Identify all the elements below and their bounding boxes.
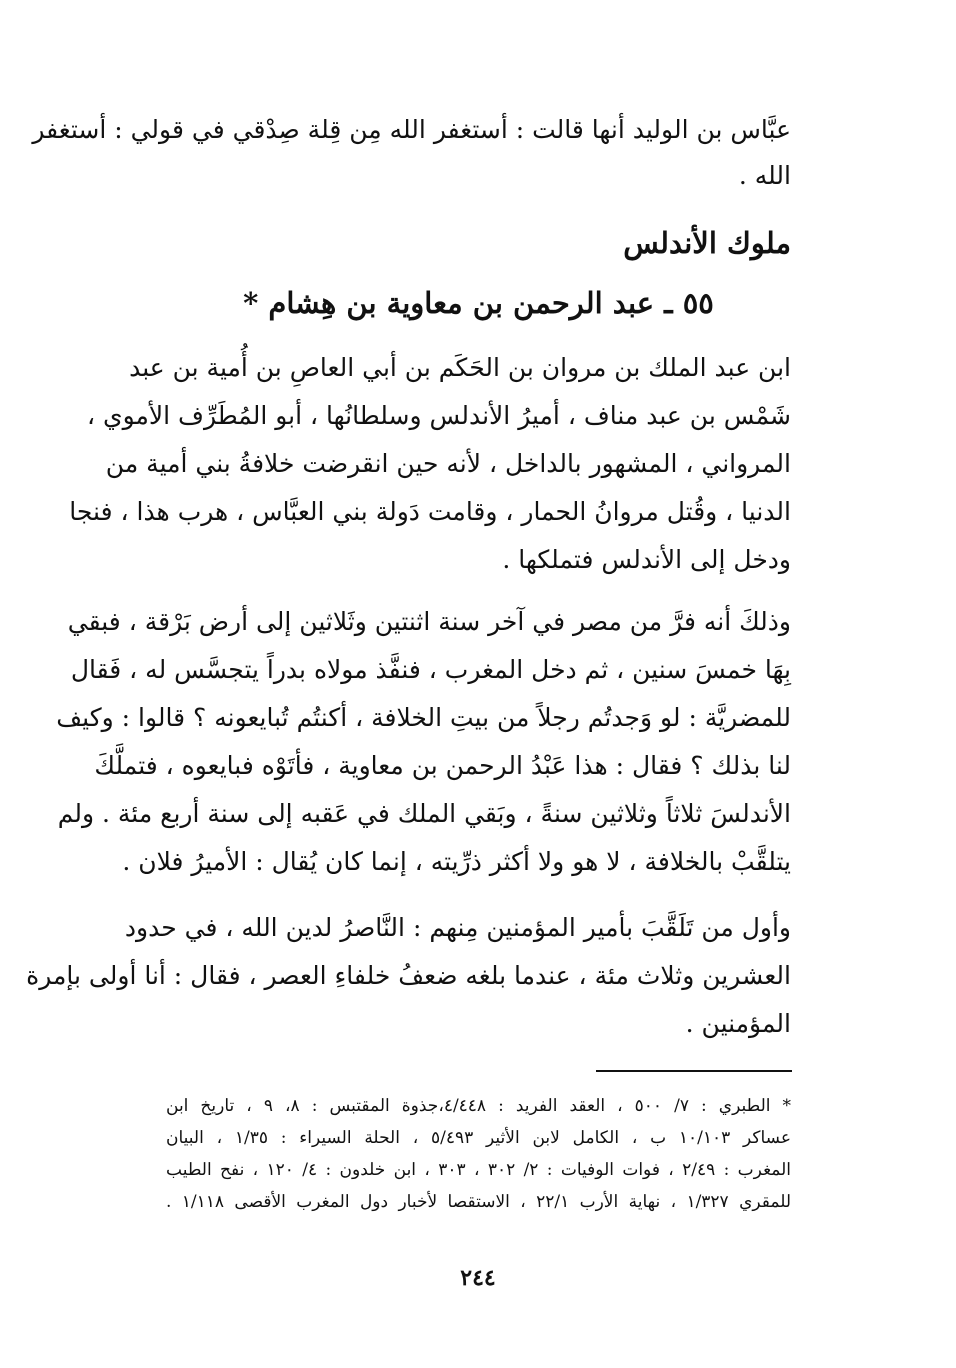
footnote-line: عساكر ١٠/١٠٣ ب ، الكامل لابن الأثير ٥/٤٩٣ ، الحلة السيراء : ١/٣٥ ، البيان [166,1128,791,1148]
paragraph-1-line: المرواني ، المشهور بالداخل ، لأنه حين انقرضت خلافةُ بني أمية من [105,449,791,478]
paragraph-2-line: وذلكَ أنه فرَّ من مصر في آخر سنة اثنتين وثَلاثين إلى أرض بَرْقة ، فبقي [67,607,791,636]
paragraph-2-line: يتلقَّبْ بالخلافة ، لا هو ولا أكثر ذرِّيته ، إنما كان يُقال : الأميرُ فلان . [122,847,791,876]
paragraph-3-line: وأول من تَلَقَّبَ بأمير المؤمنين مِنهم : النَّاصرُ لدين الله ، في حدود [124,913,791,942]
paragraph-1-line: ودخل إلى الأندلس فتملكها . [502,545,791,574]
entry-title: ٥٥ ـ عبد الرحمن بن معاوية بن هِشام * [243,286,714,320]
paragraph-2-line: الأندلسَ ثلاثاً وثلاثين سنةً ، وبَقي الملك في عَقبه إلى سنة أربع مئة . ولم [57,799,791,828]
intro-line: عبَّاس بن الوليد أنها قالت : أستغفر الله مِن قِلة صِدْقي في قولي : أستغفر [32,115,791,144]
section-heading: ملوك الأندلس [623,226,791,260]
paragraph-2-line: للمضريَّة : لو وَجدتُم رجلاً من بيتِ الخلافة ، أكنتُم تُبايعونه ؟ قالوا : وكيف [56,703,791,732]
paragraph-3-line: العشرين وثلاث مئة ، عندما بلغه ضعفُ خلفاءِ العصر ، فقال : أنا أولى بإمرة [26,961,791,990]
paragraph-3-line: المؤمنين . [685,1009,791,1038]
page-number: ٢٤٤ [460,1265,496,1291]
footnote-line: للمقري ١/٣٢٧ ، نهاية الأرب ٢٢/١ ، الاستقصا لأخبار دول المغرب الأقصى ١/١١٨ . [166,1192,791,1212]
paragraph-2-line: بِهَا خمسَ سنين ، ثم دخل المغرب ، فنفَّذ مولاه بدراً يتجسَّس له ، فَقال [70,655,791,684]
footnote-line: * الطبري : ٧/ ٥٠٠ ، العقد الفريد : ٤/٤٤٨،جذوة المقتبس : ٨، ٩ ، تاريخ ابن [166,1096,792,1116]
paragraph-1-line: الدنيا ، وقُتل مروانُ الحمار ، وقامت دَولة بني العبَّاس ، هرب هذا ، فنجا [69,497,791,526]
paragraph-1-line: ابن عبد الملك بن مروان بن الحَكَم بن أبي العاصِ بن أُمية بن عبد [129,353,791,382]
footnote-divider [596,1070,792,1072]
paragraph-2-line: لنا بذلك ؟ فقال : هذا عَبْدُ الرحمن بن معاوية ، فأتَوْه فبايعوه ، فتملَّكَ [94,751,791,780]
paragraph-1-line: شَمْس بن عبد مناف ، أميرُ الأندلس وسلطانُها ، أبو المُطَرِّف الأموي ، [87,401,791,430]
intro-line: الله . [738,161,791,190]
footnote-line: المغرب : ٢/٤٩ ، فوات الوفيات : ٢/ ٣٠٢ ، ٣٠٣ ، ابن خلدون : ٤/ ١٢٠ ، نفح الطيب [166,1160,791,1180]
